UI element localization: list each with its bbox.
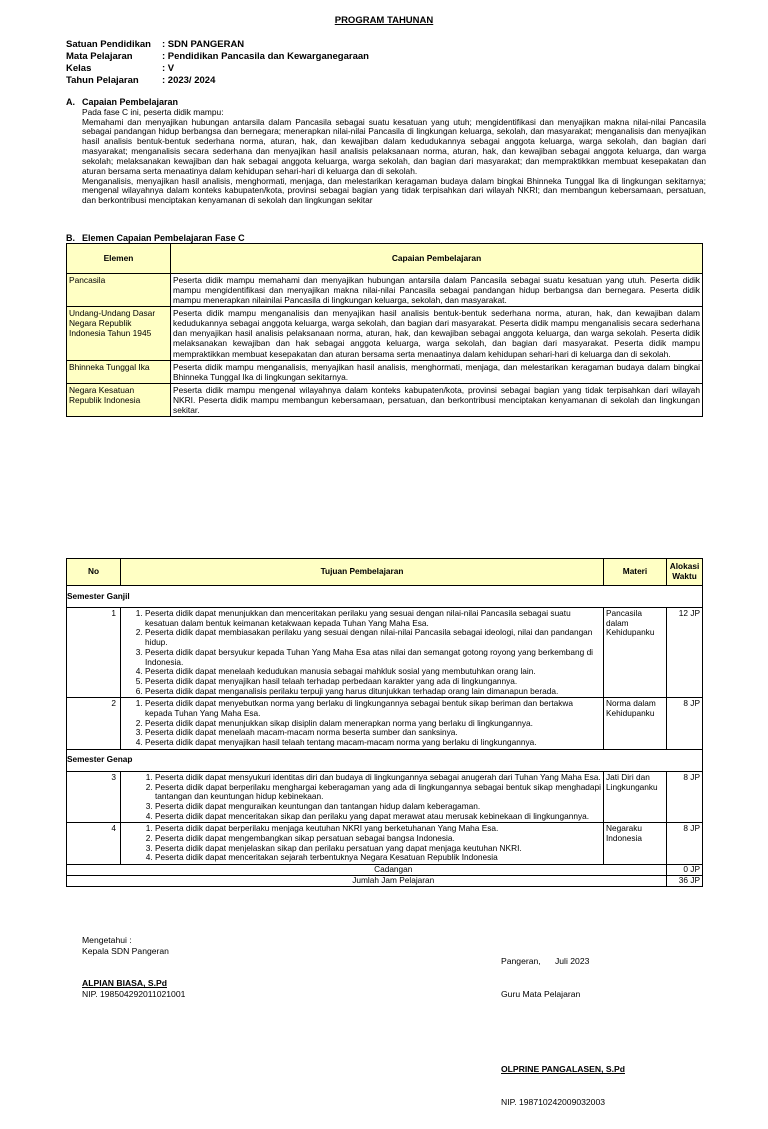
signature-name: OLPRINE PANGALASEN, S.Pd [501, 1064, 625, 1075]
jumlah-value: 36 JP [667, 876, 703, 887]
identity-row-mapel [66, 51, 369, 63]
tujuan-cell [121, 698, 604, 750]
capaian-cell: Peserta didik mampu menganalisis dan menyajikan hasil analisis bentuk-bentuk sederhana norma, aturan, hak, dan kewajiban dalam kedudukannya sebagai anggota keluarga, warga sekolah, dan bagian dari masyarakat. Peserta didik mampu menganalisis secara sederhana dan menyajikan hasil analisis pelaksanaan norma, aturan, hak, dan kewajiban sebagai anggota keluarga, dan warga sekolah. Peserta didik melaksanakan kewajiban dan hak sebagai anggota keluarga, warga sekolah, dan bagian dari masyarakat. Peserta didik mampu mempraktikkan membuat kesepakatan dan aturan bersama serta menaatinya dalam kehidupan sehari-hari di keluarga dan di sekolah. [171, 307, 703, 360]
materi-cell: Jati Diri dan Lingkunganku [604, 771, 667, 823]
list-item: 1. Peserta didik dapat berperilaku menjaga keutuhan NKRI yang berketuhanan Yang Maha Esa. [155, 824, 601, 834]
tujuan-list [123, 824, 601, 863]
section-b-heading: B. Elemen Capaian Pembelajaran Fase C [66, 233, 245, 243]
section-a-intro: Pada fase C ini, peserta didik mampu: [82, 106, 224, 117]
identity-label: Satuan Pendidikan [66, 39, 151, 50]
column-header-elemen: Elemen [67, 244, 171, 274]
section-a-heading: A. Capaian Pembelajaran [66, 97, 179, 107]
list-item: 6. Peserta didik dapat menganalisis perilaku terpuji yang harus ditunjukkan terhadap orang lain dimanapun berada. [145, 687, 601, 697]
list-item: 1. Peserta didik dapat mensyukuri identitas diri dan budaya di lingkungannya sebagai anugerah dari Tuhan Yang Maha Esa. [155, 773, 601, 783]
identity-value: : SDN PANGERAN [162, 39, 245, 50]
row-number: 4 [67, 823, 121, 865]
semester-label: Semester Genap [67, 749, 703, 771]
jumlah-label: Jumlah Jam Pelajaran [121, 876, 667, 887]
semester-row [67, 586, 703, 608]
table-row [67, 698, 703, 750]
table-row [67, 307, 703, 360]
row-number: 2 [67, 698, 121, 750]
signature-left [82, 935, 185, 1000]
identity-row-satuan [66, 39, 369, 51]
table-row [67, 360, 703, 383]
table-row [67, 383, 703, 416]
table-row [67, 823, 703, 865]
list-item: 4. Peserta didik dapat menelaah kedudukan manusia sebagai mahkluk sosial yang membutuhkan orang lain. [145, 667, 601, 677]
list-item: 4. Peserta didik dapat menceritakan sikap dan perilaku yang dapat merawat atau merusak kebinekaan di lingkungannya. [155, 812, 601, 822]
column-header-materi: Materi [604, 559, 667, 586]
identity-row-kelas [66, 63, 369, 75]
identity-block [66, 39, 369, 87]
signature-caption: Mengetahui : [82, 935, 132, 945]
alokasi-cell: 8 JP [667, 823, 703, 865]
signature-place-date: Pangeran, Juli 2023 [501, 956, 590, 967]
signature-role: Guru Mata Pelajaran [501, 988, 581, 999]
column-header-tujuan: Tujuan Pembelajaran [121, 559, 604, 586]
row-number: 1 [67, 608, 121, 698]
table-header-row [67, 559, 703, 586]
list-item: 4. Peserta didik dapat menceritakan sejarah terbentuknya Negara Kesatuan Republik Indonesia [155, 853, 601, 863]
elemen-cell: Bhinneka Tunggal Ika [67, 360, 171, 383]
identity-row-tahun [66, 75, 369, 87]
list-item: 2. Peserta didik dapat mengembangkan sikap persatuan sebagai bangsa Indonesia. [155, 834, 601, 844]
elemen-cell: Pancasila [67, 274, 171, 307]
materi-cell: Norma dalam Kehidupanku [604, 698, 667, 750]
section-a-paragraph-1: Memahami dan menyajikan hubungan antarsila dalam Pancasila sebagai suatu kesatuan yang utuh; mengidentifikasi dan menyajikan makna nilai-nilai Pancasila sebagai pandangan hidup berbangsa dan bernegara; menerapkan nilai-nilai Pancasila di lingkungan keluarga, sekolah, dan masyarakat; menganalisis dan menyajikan hasil analisis bentuk-bentuk sederhana norma, aturan, hak, dan kewajiban dalam kedudukannya sebagai anggota keluarga, warga sekolah, dan bagian dari masyarakat; menganalisis secara sederhana dan menyajikan hasil analisis pelaksanaan norma, aturan, hak, dan kewajiban sebagai anggota keluarga, dan warga sekolah; melaksanakan kewajiban dan hak sebagai anggota keluarga, warga sekolah, dan bagian dari masyarakat; dan mempraktikkan membuat kesepakatan dan aturan bersama serta menaatinya dalam kehidupan sehari-hari di keluarga dan di sekolah. [82, 116, 706, 176]
list-item: 2. Peserta didik dapat berperilaku menghargai keberagaman yang ada di lingkungannya sebagai bentuk sikap menghadapi tantangan dan keuntungan hidup kebinekaan. [155, 783, 601, 802]
table-row [67, 274, 703, 307]
cadangan-value: 0 JP [667, 865, 703, 876]
prota-table [66, 558, 703, 887]
semester-label: Semester Ganjil [67, 586, 703, 608]
column-header-no: No [67, 559, 121, 586]
section-a-paragraph-2: Menganalisis, menyajikan hasil analisis, menghormati, menjaga, dan melestarikan keragaman budaya dalam bingkai Bhinneka Tunggal Ika di lingkungan sekitarnya; mengenal wilayahnya dalam konteks kabupaten/kota, provinsi sebagai bagian yang tidak terpisahkan dari wilayah NKRI; dan membangun kebersamaan, persatuan, dan berkontribusi menciptakan kenyamanan di sekolah dan lingkungan sekitar [82, 175, 706, 206]
list-item: 2. Peserta didik dapat membiasakan perilaku yang sesuai dengan nilai-nilai Pancasila sebagai ideologi, nilai dan pandangan hidup. [145, 628, 601, 647]
signature-right [501, 935, 625, 1129]
elemen-cell: Undang-Undang Dasar Negara Republik Indonesia Tahun 1945 [67, 307, 171, 360]
table-row [67, 771, 703, 823]
tujuan-cell [121, 771, 604, 823]
identity-label: Tahun Pelajaran [66, 75, 139, 86]
list-item: 5. Peserta didik dapat menyajikan hasil telaah terhadap perbedaan karakter yang ada di lingkungannya. [145, 677, 601, 687]
tujuan-cell [121, 823, 604, 865]
identity-label: Mata Pelajaran [66, 51, 133, 62]
elemen-table [66, 243, 703, 417]
capaian-cell: Peserta didik mampu mengenal wilayahnya dalam konteks kabupaten/kota, provinsi sebagai bagian yang tidak terpisahkan dari wilayah NKRI. Peserta didik mampu membangun kebersamaan, persatuan, dan berkontribusi menciptakan kenyamanan di sekolah dan lingkungan sekitar. [171, 383, 703, 416]
signature-nip: NIP. 198710242009032003 [501, 1096, 606, 1107]
list-item: 3. Peserta didik dapat menelaah macam-macam norma beserta sumber dan sanksinya. [145, 728, 601, 738]
signature-nip: NIP. 198504292011021001 [82, 989, 186, 1000]
alokasi-cell: 8 JP [667, 698, 703, 750]
table-row [67, 608, 703, 698]
semester-row [67, 749, 703, 771]
identity-label: Kelas [66, 63, 92, 74]
materi-cell: Pancasila dalam Kehidupanku [604, 608, 667, 698]
list-item: 3. Peserta didik dapat bersyukur kepada Tuhan Yang Maha Esa atas nilai dan semangat gotong royong yang berkembang di Indonesia. [145, 648, 601, 667]
section-capaian [66, 97, 706, 206]
identity-value: : V [162, 63, 175, 74]
list-item: 2. Peserta didik dapat menunjukkan sikap disiplin dalam menerapkan norma yang berlaku di lingkungannya. [145, 719, 601, 729]
capaian-cell: Peserta didik mampu memahami dan menyajikan hubungan antarsila dalam Pancasila sebagai suatu kesatuan yang utuh. Peserta didik mampu mengidentifikasi dan menyajikan makna nilai-nilai Pancasila sebagai pandangan hidup berbangsa dan bernegara. Peserta didik mampu menerapkan nilainilai Pancasila di lingkungan keluarga, sekolah, dan masyarakat. [171, 274, 703, 307]
table-header-row [67, 244, 703, 274]
signature-name: ALPIAN BIASA, S.Pd [82, 978, 167, 989]
tujuan-list [123, 699, 601, 748]
list-item: 1. Peserta didik dapat menyebutkan norma yang berlaku di lingkungannya sebagai bentuk sikap beriman dan bertakwa kepada Tuhan Yang Maha Esa. [145, 699, 601, 718]
column-header-alokasi: Alokasi Waktu [667, 559, 703, 586]
alokasi-cell: 12 JP [667, 608, 703, 698]
alokasi-cell: 8 JP [667, 771, 703, 823]
elemen-cell: Negara Kesatuan Republik Indonesia [67, 383, 171, 416]
tujuan-cell [121, 608, 604, 698]
tujuan-list [123, 609, 601, 696]
materi-cell: Negaraku Indonesia [604, 823, 667, 865]
cadangan-row [67, 865, 703, 876]
list-item: 3. Peserta didik dapat menjelaskan sikap dan perilaku persatuan yang dapat menjaga keutuhan NKRI. [155, 844, 601, 854]
list-item: 3. Peserta didik dapat menguraikan keuntungan dan tantangan hidup dalam keberagaman. [155, 802, 601, 812]
identity-value: : 2023/ 2024 [162, 75, 216, 86]
capaian-cell: Peserta didik mampu menganalisis, menyajikan hasil analisis, menghormati, menjaga, dan melestarikan keragaman budaya dalam bingkai Bhinneka Tunggal Ika di lingkungan sekitarnya. [171, 360, 703, 383]
identity-value: : Pendidikan Pancasila dan Kewarganegaraan [162, 51, 369, 62]
list-item: 1. Peserta didik dapat menunjukkan dan menceritakan perilaku yang sesuai dengan nilai-nilai Pancasila sebagai suatu kesatuan dalam bentuk keimanan ketakwaan kepada Tuhan Yang Maha Esa. [145, 609, 601, 628]
cadangan-label: Cadangan [121, 865, 667, 876]
signature-role: Kepala SDN Pangeran [82, 945, 169, 956]
column-header-capaian: Capaian Pembelajaran [171, 244, 703, 274]
document-title: PROGRAM TAHUNAN [334, 15, 434, 26]
tujuan-list [123, 773, 601, 822]
list-item: 4. Peserta didik dapat menyajikan hasil telaah tentang macam-macam norma yang berlaku di lingkungannya. [145, 738, 601, 748]
row-number: 3 [67, 771, 121, 823]
jumlah-row [67, 876, 703, 887]
